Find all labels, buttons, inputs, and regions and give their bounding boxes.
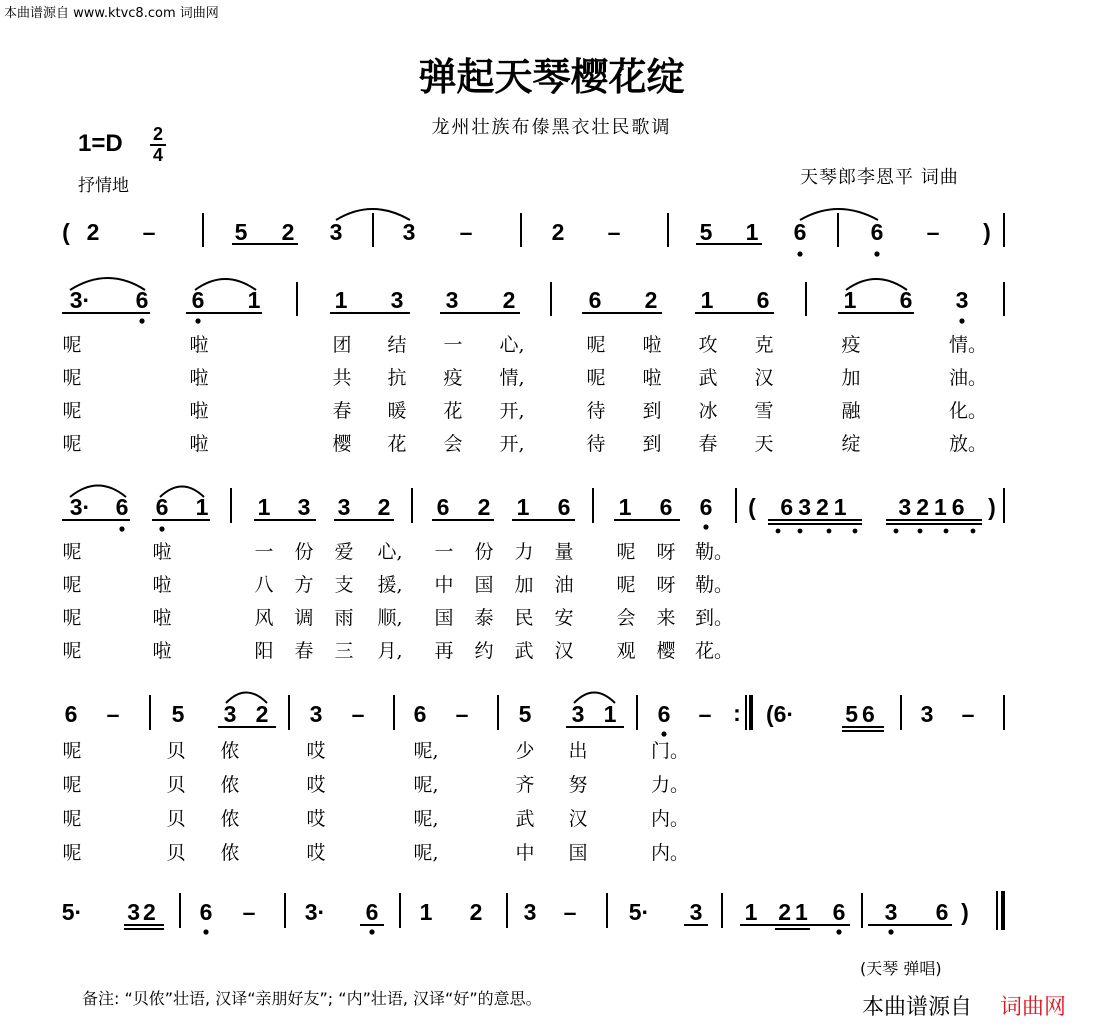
note-l5-6: 1 xyxy=(419,899,433,925)
lyric-syllable: 齐 xyxy=(515,774,535,796)
lyric-syllable: 情, xyxy=(499,367,525,389)
lyric-syllable: 侬 xyxy=(220,774,240,796)
note-l3-13: 6 xyxy=(659,494,673,520)
lyric-syllable: 待 xyxy=(586,433,606,455)
lyric-syllable: 呢 xyxy=(62,541,82,563)
lyric-syllable: 呢, xyxy=(413,808,439,830)
note-l3-4: 1 xyxy=(257,494,271,520)
lyric-syllable: 少 xyxy=(515,740,535,762)
lyric-syllable: 啦 xyxy=(642,367,662,389)
note-l5-13: 21 xyxy=(778,899,812,925)
note-l4-7: 6 xyxy=(413,701,427,727)
lyric-syllable: 团 xyxy=(332,334,352,356)
lyric-syllable: 份 xyxy=(294,541,314,563)
lyric-syllable: 呢 xyxy=(62,574,82,596)
note-l5-14: 6 xyxy=(832,899,846,925)
note-l1-10: 5 xyxy=(699,219,713,245)
lyric-syllable: 雪 xyxy=(754,400,774,422)
lyric-syllable: 武 xyxy=(514,640,534,662)
lyric-syllable: 努 xyxy=(568,774,588,796)
note-l3-17: 3216 xyxy=(898,494,970,520)
expression-mark: 抒情地 xyxy=(78,176,129,196)
lyric-syllable: 油。 xyxy=(948,367,988,389)
lyric-syllable: 呢, xyxy=(413,740,439,762)
lyric-syllable: 侬 xyxy=(220,740,240,762)
lyric-syllable: 心, xyxy=(377,541,403,563)
lyric-syllable: 国 xyxy=(474,574,494,596)
lyric-syllable: 到。 xyxy=(694,607,734,629)
lyric-syllable: 风 xyxy=(254,607,274,629)
lyric-syllable: 到 xyxy=(642,400,662,422)
lyric-syllable: 呢 xyxy=(62,842,82,864)
lyric-syllable: 来 xyxy=(656,607,676,629)
note-l4-5: 3 xyxy=(309,701,323,727)
note-l3-2: 6 xyxy=(155,494,169,520)
note-l2-6: 3 xyxy=(445,287,459,313)
lyric-syllable: 呢 xyxy=(586,367,606,389)
note-l2-0: 3· xyxy=(69,287,91,313)
lyric-syllable: 呢 xyxy=(62,774,82,796)
lyric-syllable: 调 xyxy=(294,607,314,629)
note-l4-13: – xyxy=(698,701,712,727)
note-l4-11: 1 xyxy=(603,701,617,727)
lyric-syllable: 樱 xyxy=(332,433,352,455)
lyrics-block-4 xyxy=(62,740,689,864)
note-l2-1: 6 xyxy=(135,287,149,313)
lyric-syllable: 约 xyxy=(474,640,494,662)
lyrics-block-2 xyxy=(62,334,987,455)
note-l4-9: 5 xyxy=(518,701,532,727)
note-l4-16: 56 xyxy=(845,701,879,727)
lyric-syllable: 内。 xyxy=(650,842,690,864)
lyric-syllable: 加 xyxy=(841,367,861,389)
note-l2-4: 1 xyxy=(334,287,348,313)
note-l5-4: 3· xyxy=(304,899,326,925)
lyric-syllable: 共 xyxy=(332,367,352,389)
note-l2-7: 2 xyxy=(502,287,516,313)
lyric-syllable: 观 xyxy=(616,640,636,662)
lyric-syllable: 到 xyxy=(642,433,662,455)
lyric-syllable: 国 xyxy=(434,607,454,629)
note-l3-1: 6 xyxy=(115,494,129,520)
note-l3-7: 2 xyxy=(377,494,391,520)
note-l3-10: 1 xyxy=(516,494,530,520)
note-l1-8: 2 xyxy=(551,219,565,245)
lyric-syllable: 呢 xyxy=(62,400,82,422)
note-l3-15: ( xyxy=(748,494,756,520)
note-l2-3: 1 xyxy=(247,287,261,313)
note-l3-12: 1 xyxy=(618,494,632,520)
lyric-syllable: 会 xyxy=(443,433,463,455)
lyric-syllable: 呢 xyxy=(62,367,82,389)
lyric-syllable: 啦 xyxy=(152,607,172,629)
lyric-syllable: 樱 xyxy=(656,640,676,662)
note-l2-9: 2 xyxy=(644,287,658,313)
lyric-syllable: 量 xyxy=(554,541,574,563)
time-sig-top: 2 xyxy=(152,124,163,144)
note-l1-15: ) xyxy=(983,219,991,245)
lyric-syllable: 啦 xyxy=(152,640,172,662)
lyric-syllable: 雨 xyxy=(334,607,354,629)
lyric-syllable: 贝 xyxy=(166,774,186,796)
lyric-syllable: 呢 xyxy=(616,574,636,596)
lyric-syllable: 哎 xyxy=(306,774,326,796)
lyric-syllable: 武 xyxy=(515,808,535,830)
note-l3-9: 2 xyxy=(477,494,491,520)
lyric-syllable: 疫 xyxy=(443,367,463,389)
lyric-syllable: 啦 xyxy=(189,367,209,389)
source-line: 本曲谱源自 www.ktvc8.com 词曲网 xyxy=(4,6,219,21)
note-l5-12: 1 xyxy=(744,899,758,925)
lyric-syllable: 贝 xyxy=(166,842,186,864)
lyric-syllable: 呢 xyxy=(62,740,82,762)
lyric-syllable: 门。 xyxy=(650,740,690,762)
note-l3-0: 3· xyxy=(69,494,91,520)
lyric-syllable: 呢 xyxy=(62,433,82,455)
lyric-syllable: 援, xyxy=(377,574,403,596)
lyric-syllable: 贝 xyxy=(166,808,186,830)
lyric-syllable: 春 xyxy=(698,433,718,455)
lyric-syllable: 待 xyxy=(586,400,606,422)
note-l3-16: 6321 xyxy=(780,494,852,520)
lyric-syllable: 春 xyxy=(294,640,314,662)
note-l1-7: – xyxy=(459,219,473,245)
lyric-syllable: 疫 xyxy=(841,334,861,356)
note-l4-18: – xyxy=(961,701,975,727)
lyric-syllable: 呢, xyxy=(413,774,439,796)
note-l4-17: 3 xyxy=(920,701,934,727)
lyric-syllable: 一 xyxy=(434,541,454,563)
note-l3-5: 3 xyxy=(297,494,311,520)
note-l4-4: 2 xyxy=(255,701,269,727)
lyric-syllable: 情。 xyxy=(948,334,988,356)
note-l5-8: 3 xyxy=(523,899,537,925)
lyric-syllable: 份 xyxy=(474,541,494,563)
lyric-syllable: 开, xyxy=(499,400,525,422)
lyric-syllable: 力 xyxy=(514,541,534,563)
lyric-syllable: 国 xyxy=(568,842,588,864)
note-l1-9: – xyxy=(607,219,621,245)
lyric-syllable: 呀 xyxy=(656,541,676,563)
lyric-syllable: 冰 xyxy=(698,400,718,422)
lyric-syllable: 花。 xyxy=(694,640,734,662)
note-l5-17: ) xyxy=(961,899,969,925)
lyric-syllable: 克 xyxy=(754,334,774,356)
lyric-syllable: 八 xyxy=(254,574,274,596)
note-l1-3: 5 xyxy=(234,219,248,245)
footnote: 备注: “贝侬”壮语, 汉译“亲朋好友”; “内”壮语, 汉译“好”的意思。 xyxy=(82,989,542,1008)
lyric-syllable: 侬 xyxy=(220,842,240,864)
lyric-syllable: 会 xyxy=(616,607,636,629)
lyric-syllable: 呢 xyxy=(586,334,606,356)
lyric-syllable: 呢, xyxy=(413,842,439,864)
lyric-syllable: 呢 xyxy=(62,334,82,356)
lyric-syllable: 方 xyxy=(294,574,314,596)
lyric-syllable: 力。 xyxy=(650,774,690,796)
lyric-syllable: 春 xyxy=(332,400,352,422)
note-l4-12: 6 xyxy=(657,701,671,727)
lyric-syllable: 阳 xyxy=(254,640,274,662)
note-l1-13: 6 xyxy=(870,219,884,245)
lyric-syllable: 中 xyxy=(434,574,454,596)
lyric-syllable: 抗 xyxy=(387,367,407,389)
note-l3-6: 3 xyxy=(337,494,351,520)
note-l2-13: 6 xyxy=(899,287,913,313)
note-l3-3: 1 xyxy=(195,494,209,520)
note-l5-0: 5· xyxy=(61,899,83,925)
lyric-syllable: 顺, xyxy=(377,607,403,629)
song-title: 弹起天琴樱花绽 xyxy=(418,54,685,99)
note-l5-11: 3 xyxy=(689,899,703,925)
lyric-syllable: 贝 xyxy=(166,740,186,762)
lyric-syllable: 汉 xyxy=(754,367,774,389)
lyric-syllable: 融 xyxy=(841,400,861,422)
lyric-syllable: 爱 xyxy=(334,541,354,563)
note-l1-12: 6 xyxy=(793,219,807,245)
key-signature: 1=D xyxy=(78,130,123,157)
lyric-syllable: 汉 xyxy=(568,808,588,830)
note-l1-14: – xyxy=(926,219,940,245)
composer-credit: 天琴郎李恩平 词曲 xyxy=(800,167,959,188)
lyric-syllable: 汉 xyxy=(554,640,574,662)
lyric-syllable: 啦 xyxy=(152,541,172,563)
note-l5-5: 6 xyxy=(365,899,379,925)
lyric-syllable: 中 xyxy=(515,842,535,864)
lyric-syllable: 侬 xyxy=(220,808,240,830)
lyric-syllable: 啦 xyxy=(189,433,209,455)
lyric-syllable: 泰 xyxy=(474,607,494,629)
lyric-syllable: 一 xyxy=(443,334,463,356)
note-l1-1: 2 xyxy=(86,219,100,245)
note-l5-16: 6 xyxy=(935,899,949,925)
note-l4-14: : xyxy=(733,700,741,726)
time-sig-bottom: 4 xyxy=(152,145,163,165)
note-l5-2: 6 xyxy=(199,899,213,925)
lyric-syllable: 开, xyxy=(499,433,525,455)
note-l2-12: 1 xyxy=(843,287,857,313)
note-l5-10: 5· xyxy=(628,899,650,925)
note-l5-3: – xyxy=(242,899,256,925)
lyric-syllable: 化。 xyxy=(948,400,988,422)
lyric-syllable: 哎 xyxy=(306,740,326,762)
lyric-syllable: 呢 xyxy=(62,808,82,830)
note-l5-7: 2 xyxy=(469,899,483,925)
note-l4-15: (6· xyxy=(765,701,795,727)
performer-credit: (天琴 弹唱) xyxy=(860,959,942,978)
lyric-syllable: 啦 xyxy=(642,334,662,356)
note-l4-3: 3 xyxy=(223,701,237,727)
lyric-syllable: 暖 xyxy=(387,400,407,422)
note-l4-0: 6 xyxy=(64,701,78,727)
note-l4-6: – xyxy=(351,701,365,727)
score-line-1 xyxy=(203,209,1004,247)
note-l2-5: 3 xyxy=(390,287,404,313)
note-l1-2: – xyxy=(142,219,156,245)
lyric-syllable: 民 xyxy=(514,607,534,629)
note-l2-8: 6 xyxy=(588,287,602,313)
note-l1-0: ( xyxy=(62,219,70,245)
note-l3-14: 6 xyxy=(699,494,713,520)
lyric-syllable: 呀 xyxy=(656,574,676,596)
lyric-syllable: 心, xyxy=(499,334,525,356)
lyric-syllable: 勒。 xyxy=(694,574,734,596)
note-l3-11: 6 xyxy=(557,494,571,520)
lyric-syllable: 哎 xyxy=(306,842,326,864)
lyric-syllable: 放。 xyxy=(948,433,988,455)
note-l3-18: ) xyxy=(988,494,996,520)
lyric-syllable: 绽 xyxy=(841,433,861,455)
note-l5-1: 32 xyxy=(127,899,159,925)
note-l1-5: 3 xyxy=(329,219,343,245)
lyric-syllable: 啦 xyxy=(189,400,209,422)
note-l1-11: 1 xyxy=(745,219,759,245)
lyric-syllable: 天 xyxy=(754,433,774,455)
note-l4-1: – xyxy=(106,701,120,727)
lyric-syllable: 花 xyxy=(387,433,407,455)
lyric-syllable: 出 xyxy=(568,740,588,762)
song-subtitle: 龙州壮族布傣黑衣壮民歌调 xyxy=(431,117,672,138)
lyric-syllable: 支 xyxy=(334,574,354,596)
lyric-syllable: 呢 xyxy=(616,541,636,563)
lyric-syllable: 油 xyxy=(554,574,574,596)
lyric-syllable: 内。 xyxy=(650,808,690,830)
note-l3-8: 6 xyxy=(436,494,450,520)
note-l2-10: 1 xyxy=(700,287,714,313)
lyric-syllable: 安 xyxy=(554,607,574,629)
note-l2-11: 6 xyxy=(756,287,770,313)
note-l2-2: 6 xyxy=(191,287,205,313)
note-l4-8: – xyxy=(455,701,469,727)
lyric-syllable: 哎 xyxy=(306,808,326,830)
lyric-syllable: 呢 xyxy=(62,607,82,629)
lyric-syllable: 啦 xyxy=(152,574,172,596)
lyric-syllable: 啦 xyxy=(189,334,209,356)
watermark-text: 本曲谱源自 xyxy=(862,995,973,1020)
note-l1-4: 2 xyxy=(281,219,295,245)
note-l4-10: 3 xyxy=(571,701,585,727)
lyric-syllable: 加 xyxy=(514,574,534,596)
lyrics-block-3 xyxy=(62,541,733,662)
note-l2-14: 3 xyxy=(955,287,969,313)
lyric-syllable: 月, xyxy=(377,640,403,662)
note-l5-9: – xyxy=(563,899,577,925)
lyric-syllable: 再 xyxy=(434,640,454,662)
lyric-syllable: 花 xyxy=(443,400,463,422)
note-l1-6: 3 xyxy=(402,219,416,245)
lyric-syllable: 呢 xyxy=(62,640,82,662)
watermark-site[interactable]: 词曲网 xyxy=(1000,995,1067,1020)
note-l5-15: 3 xyxy=(884,899,898,925)
lyric-syllable: 勒。 xyxy=(694,541,734,563)
lyric-syllable: 武 xyxy=(698,367,718,389)
lyric-syllable: 结 xyxy=(387,334,407,356)
lyric-syllable: 一 xyxy=(254,541,274,563)
note-l4-2: 5 xyxy=(171,701,185,727)
lyric-syllable: 三 xyxy=(334,640,354,662)
lyric-syllable: 攻 xyxy=(698,334,718,356)
